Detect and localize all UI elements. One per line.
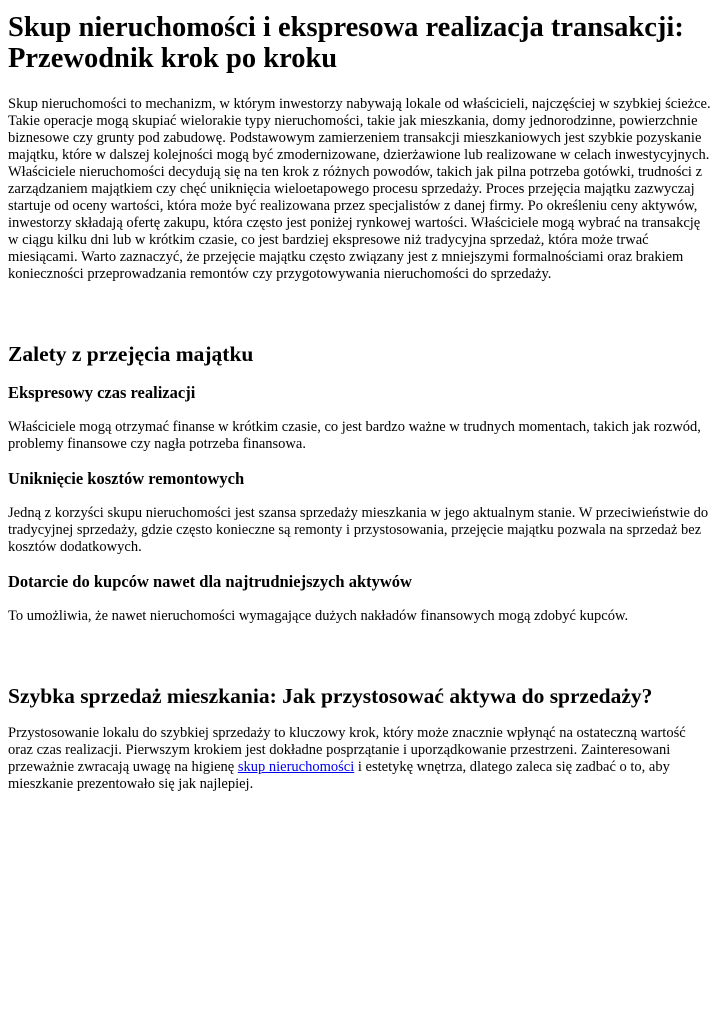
- paragraph-avoid-renovation-costs: Jedną z korzyści skupu nieruchomości jest szansa sprzedaży mieszkania w jego aktualnym stanie. W przeciwieństwie do tradycyjnej sprzedaży, gdzie często konieczne są remonty i przystosowania, przejęcie majątku pozwala na sprzedaż bez kosztów dodatkowych.: [8, 505, 709, 555]
- section-heading-quick-sale: Szybka sprzedaż mieszkania: Jak przystosować aktywa do sprzedaży?: [8, 684, 653, 708]
- subheading-fast-realization: Ekspresowy czas realizacji: [8, 383, 196, 402]
- paragraph-text-start: Przystosowanie lokalu do szybkiej sprzedaży to kluczowy krok, który może znacznie wpłynąć na ostateczną wartość oraz czas realizacji. Pierwszym krokiem jest dokładne posprzątanie i uporządkowanie przestrzeni. Zainteresowani przeważnie zwracają uwagę na higienę: [8, 725, 686, 775]
- skup-nieruchomosci-link[interactable]: skup nieruchomości: [237, 759, 355, 775]
- section-heading-benefits: Zalety z przejęcia majątku: [8, 342, 254, 366]
- spacer: [8, 641, 712, 683]
- paragraph-fast-realization: Właściciele mogą otrzymać finanse w krótkim czasie, co jest bardzo ważne w trudnych momentach, takich jak rozwód, problemy finansowe czy nagła potrzeba finansowa.: [8, 419, 701, 452]
- page-title: Skup nieruchomości i ekspresowa realizacja transakcji: Przewodnik krok po kroku: [8, 12, 684, 74]
- paragraph-text-end: i estetykę wnętrza, dlatego zaleca się zadbać o to, aby mieszkanie prezentowało się jak najlepiej.: [8, 759, 670, 792]
- paragraph-quick-sale: [8, 725, 712, 793]
- spacer: [8, 299, 712, 341]
- paragraph-reach-buyers: To umożliwia, że nawet nieruchomości wymagające dużych nakładów finansowych mogą zdobyć kupców.: [8, 608, 629, 624]
- subheading-reach-buyers: Dotarcie do kupców nawet dla najtrudniejszych aktywów: [8, 572, 412, 591]
- intro-paragraph: Skup nieruchomości to mechanizm, w którym inwestorzy nabywają lokale od właścicieli, najczęściej w szybkiej ścieżce. Takie operacje mogą skupiać wielorakie typy nieruchomości, takie jak mieszkania, domy jednorodzinne, powierzchnie biznesowe czy grunty pod zabudowę. Podstawowym zamierzeniem transakcji mieszkaniowych jest szybkie pozyskanie majątku, które w dalszej kolejności mogą być zmodernizowane, dzierżawione lub realizowane w celach inwestycyjnych. Właściciele nieruchomości decydują się na ten krok z różnych powodów, takich jak pilna potrzeba gotówki, trudności z zarządzaniem majątkiem czy chęć uniknięcia wieloetapowego procesu sprzedaży. Proces przejęcia majątku zazwyczaj startuje od oceny wartości, która może być realizowana przez specjalistów z danej firmy. Po określeniu ceny aktywów, inwestorzy składają ofertę zakupu, która często jest poniżej rynkowej wartości. Właściciele mogą wybrać na transakcję w ciągu kilku dni lub w krótkim czasie, co jest bardziej ekspresowe niż tradycyjna sprzedaż, która może trwać miesiącami. Warto zaznaczyć, że przejęcie majątku często związany jest z mniejszymi formalnościami oraz brakiem konieczności przeprowadzania remontów czy przygotowywania nieruchomości do sprzedaży.: [8, 96, 711, 282]
- subheading-avoid-renovation-costs: Uniknięcie kosztów remontowych: [8, 469, 245, 488]
